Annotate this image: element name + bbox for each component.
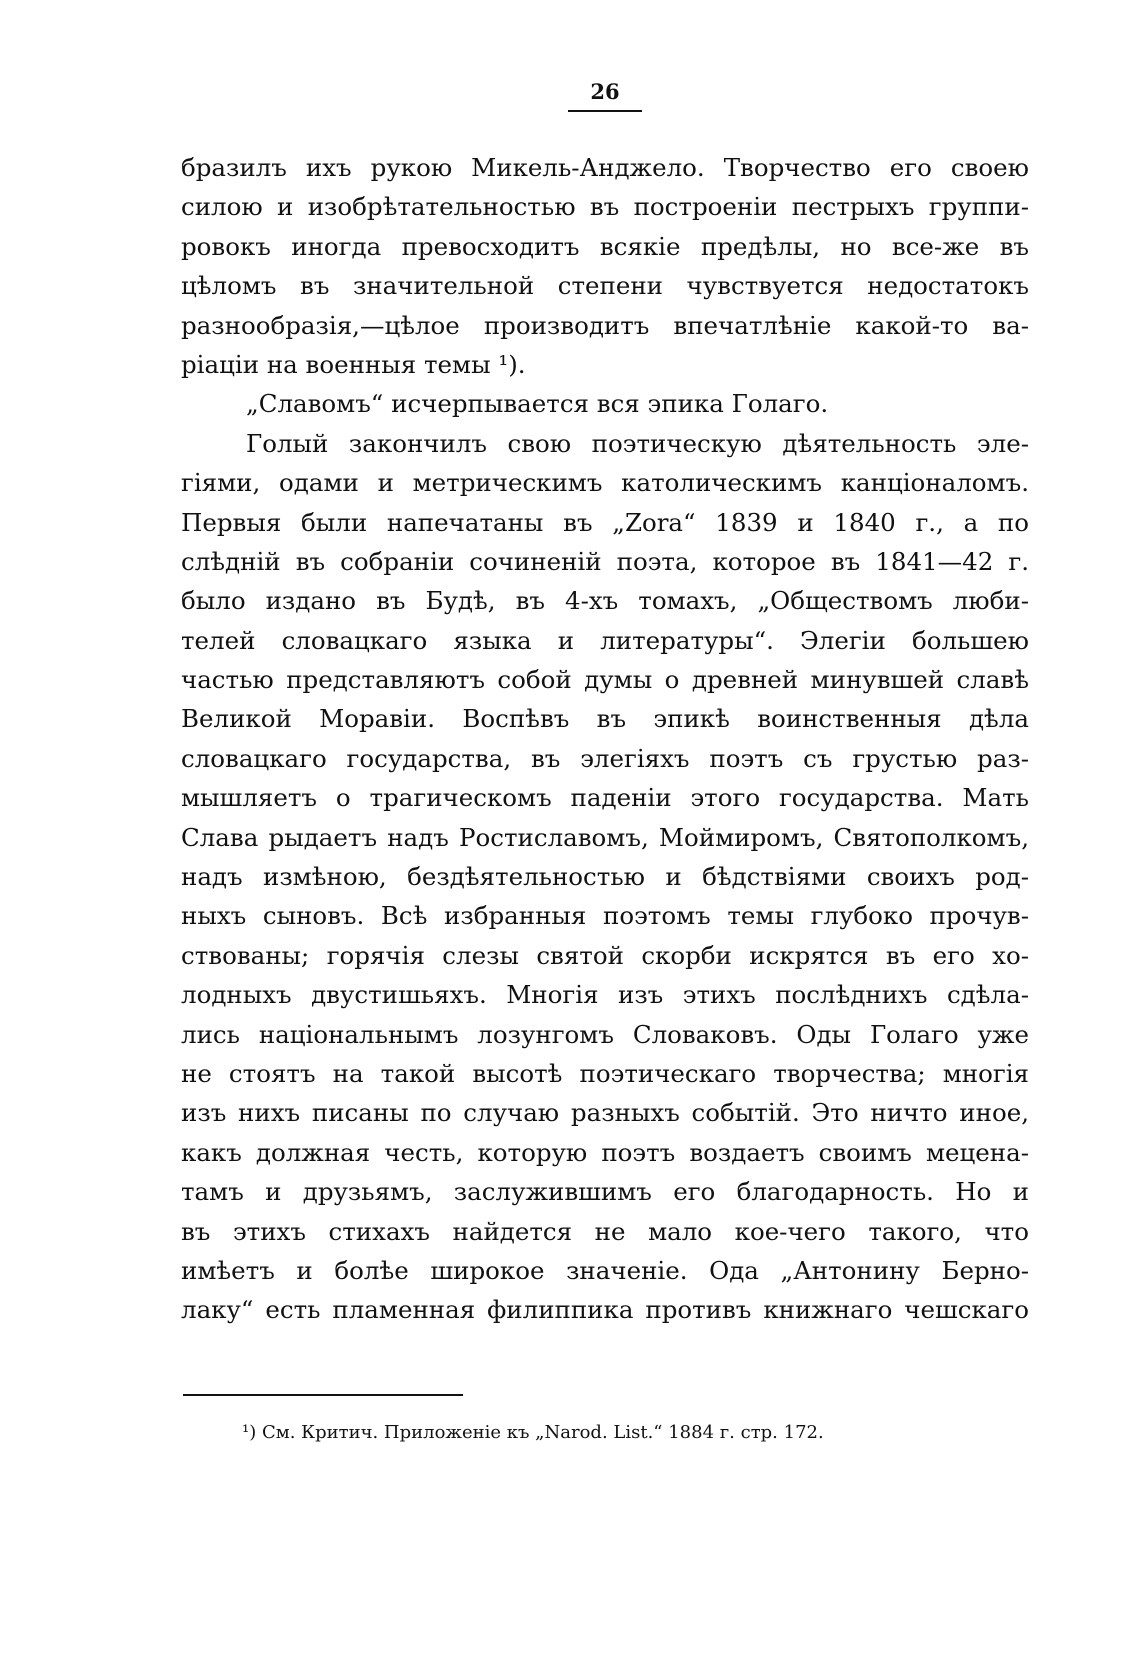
body-text (181, 148, 1029, 1330)
footnote: ¹) См. Критич. Приложеніе къ „Narod. List.“ 1884 г. стр. 172. (242, 1422, 824, 1443)
text-line: частью представляютъ собой думы о древней минувшей славѣ (181, 665, 1029, 695)
text-line: цѣломъ въ значительной степени чувствуется недостатокъ (181, 271, 1029, 301)
text-line: слѣдній въ собраніи сочиненій поэта, которое въ 1841—42 г. (181, 546, 1029, 576)
text-line: надъ измѣною, бездѣятельностью и бѣдствіями своихъ род- (181, 862, 1029, 892)
text-line: словацкаго государства, въ элегіяхъ поэтъ съ грустью раз- (181, 743, 1029, 773)
text-line: лодныхъ двустишьяхъ. Многія изъ этихъ послѣднихъ сдѣла- (181, 980, 1029, 1010)
text-line: телей словацкаго языка и литературы“. Элегіи большею (181, 625, 1029, 655)
text-line: Великой Моравіи. Воспѣвъ въ эпикѣ воинственныя дѣла (181, 704, 1029, 734)
text-line: мышляетъ о трагическомъ паденіи этого государства. Мать (181, 783, 1029, 813)
text-line: изъ нихъ писаны по случаю разныхъ событій. Это ничто иное, (181, 1098, 1029, 1128)
text-line: Голый закончилъ свою поэтическую дѣятельность эле- (246, 428, 1029, 458)
page-number: 26 (590, 79, 620, 104)
text-line: въ этихъ стихахъ найдется не мало кое-чего такого, что (181, 1216, 1029, 1246)
text-line: силою и изобрѣтательностью въ построеніи пестрыхъ группи- (181, 192, 1029, 222)
text-line: разнообразія,—цѣлое производитъ впечатлѣніе какой-то ва- (181, 310, 1029, 340)
text-line: бразилъ ихъ рукою Микель-Анджело. Творчество его своею (181, 153, 1029, 182)
text-line: какъ должная честь, которую поэтъ воздаетъ своимъ мецена- (181, 1137, 1029, 1167)
text-line: лись національнымъ лозунгомъ Словаковъ. Оды Голаго уже (181, 1019, 1029, 1049)
text-line: было издано въ Будѣ, въ 4-хъ томахъ, „Обществомъ люби- (181, 586, 1029, 616)
text-line: ствованы; горячія слезы святой скорби искрятся въ его хо- (181, 940, 1029, 970)
text-line: Слава рыдаетъ надъ Ростиславомъ, Моймиромъ, Святополкомъ, (181, 822, 1029, 852)
text-line: Первыя были напечатаны въ „Zora“ 1839 и 1840 г., а по (181, 507, 1029, 537)
text-line: „Славомъ“ исчерпывается вся эпика Голаго. (246, 389, 829, 419)
text-line: гіями, одами и метрическимъ католическимъ канціоналомъ. (181, 468, 1029, 498)
text-line: ровокъ иногда превосходитъ всякіе предѣлы, но все-же въ (181, 231, 1029, 261)
text-line: ріаціи на военныя темы ¹). (181, 349, 526, 379)
text-line: тамъ и друзьямъ, заслужившимъ его благодарность. Но и (181, 1177, 1029, 1207)
footnote-separator (183, 1394, 463, 1396)
text-line: не стоятъ на такой высотѣ поэтическаго творчества; многія (181, 1058, 1029, 1088)
text-line: имѣетъ и болѣе широкое значеніе. Ода „Антонину Берно- (181, 1255, 1029, 1285)
page-number-underline (568, 110, 642, 112)
text-line: ныхъ сыновъ. Всѣ избранныя поэтомъ темы глубоко прочув- (181, 901, 1029, 931)
text-line: лаку“ есть пламенная филиппика противъ книжнаго чешскаго (181, 1295, 1029, 1325)
